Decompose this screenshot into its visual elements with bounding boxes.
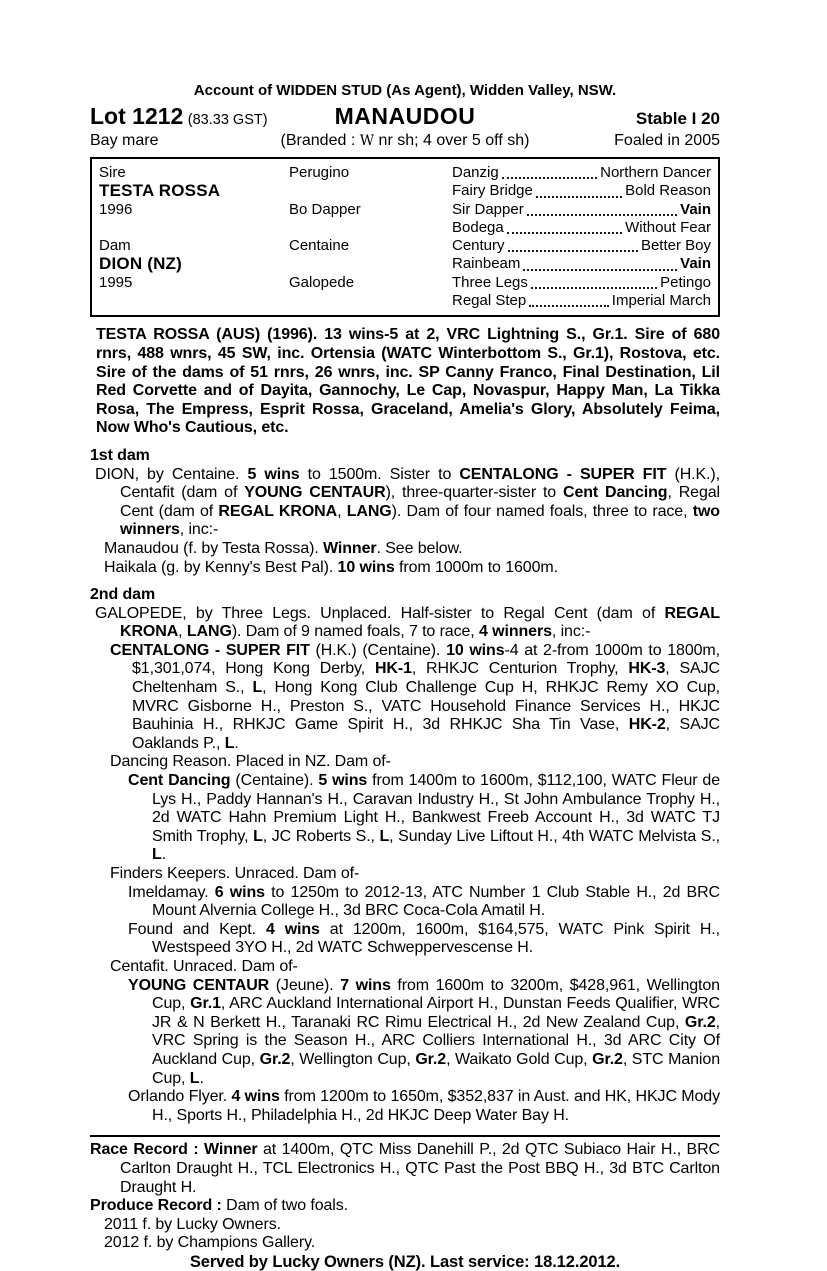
dam-paragraph-galopede: GALOPEDE, by Three Legs. Unplaced. Half-sister to Regal Cent (dam of REGAL KRONA, LANG). Dam of 9 named foals, 7 to race, 4 winners, inc:- (95, 604, 720, 641)
progeny-centafit: Centafit. Unraced. Dam of- (110, 957, 298, 975)
served-line: Served by Lucky Owners (NZ). Last service: 18.12.2012. (189, 1252, 621, 1271)
pedigree-ancestor-row: Danzig Northern Dancer (452, 164, 711, 181)
pedigree-ancestor-row: Regal Step Imperial March (452, 292, 711, 310)
progeny-finders-keepers: Finders Keepers. Unraced. Dam of- (110, 865, 360, 882)
lot-line (90, 103, 720, 130)
sire-year: 1996 (99, 200, 133, 218)
progeny-found-and-kept: Found and Kept. 4 wins at 1200m, 1600m, $164,575, WATC Pink Spirit H., Westspeed 3YO H., 2d WATC Schweppervescense H. (128, 920, 720, 957)
pedigree-ancestor-row: Sir Dapper Vain (452, 200, 711, 218)
dotted-leader (527, 214, 677, 216)
produce-record: Produce Record : Dam of two foals. (90, 1197, 349, 1215)
sire-summary: TESTA ROSSA (AUS) (1996). 13 wins-5 at 2, VRC Lightning S., Gr.1. Sire of 680 rnrs, 488 wnrs, 45 SW, inc. Ortensia (WATC Winterbottom S., Gr.1), Rostova, etc. Sire of the dams of 51 rnrs, 26 wnrs, inc. SP Canny Franco, Final Destination, Lil Red Corvette and of Dayita, Gannochy, Le Cap, Novaspur, Happy Man, La Tikka Rosa, The Empress, Esprit Rossa, Graceland, Amelia's Glory, Absolutely Feima, Now Who's Cautious, etc. (96, 326, 720, 437)
pedigree-ancestor-row: Bodega Without Fear (452, 218, 711, 236)
progeny-young-centaur: YOUNG CENTAUR (Jeune). 7 wins from 1600m to 3200m, $428,961, Wellington Cup, Gr.1, ARC Auckland International Airport H., Dunstan Feeds Qualifier, WRC JR & N Berkett H., Taranaki RC Rimu Electrical H., 2d New Zealand Cup, Gr.2, VRC Spring is the Season H., ARC Colliers International H., 3d ARC City Of Auckland Cup, Gr.2, Wellington Cup, Gr.2, Waikato Gold Cup, Gr.2, STC Manion Cup, L. (128, 976, 720, 1087)
pedigree-ancestor-row: Three Legs Petingo (452, 273, 711, 291)
footer-divider (90, 1135, 720, 1271)
sire-name: TESTA ROSSA (99, 181, 221, 201)
dotted-leader (531, 287, 657, 289)
progeny-centalong: CENTALONG - SUPER FIT (H.K.) (Centaine). 10 wins-4 at 2-from 1000m to 1800m, $1,301,074, Hong Kong Derby, HK-1, RHKJC Centurion Trophy, HK-3, SAJC Cheltenham S., L, Hong Kong Club Challenge Cup H, RHKJC Remy XO Cup, MVRC Gisborne H., Preston S., VATC Household Finance Services H., HKJC Bauhinia H., RHKJC Game Spirit H., 3d RHKJC Sha Tin Vase, HK-2, SAJC Oaklands P., L. (110, 641, 720, 752)
race-record: Race Record : Winner at 1400m, QTC Miss Danehill P., 2d QTC Subiaco Hair H., BRC Carlton Draught H., TCL Electronics H., QTC Past the Post BBQ H., 3d BTC Carlton Draught H. (90, 1141, 720, 1196)
grandsire-dam: Centaine (289, 237, 350, 255)
dam-paragraph-dion: DION, by Centaine. 5 wins to 1500m. Sister to CENTALONG - SUPER FIT (H.K.), Centafit (dam of YOUNG CENTAUR), three-quarter-sister to Cent Dancing, Regal Cent (dam of REGAL KRONA, LANG). Dam of four named foals, three to race, two winners, inc:- (95, 465, 721, 539)
pedigree-ancestor-row: Fairy Bridge Bold Reason (452, 182, 711, 200)
progeny-cent-dancing: Cent Dancing (Centaine). 5 wins from 1400m to 1600m, $112,100, WATC Fleur de Lys H., Paddy Hannan's H., Caravan Industry H., St John Ambulance Trophy H., 2d WATC Hahn Premium Light H., Bankwest Freeb Account H., 3d WATC TJ Smith Trophy, L, JC Roberts S., L, Sunday Live Liftout H., 4th WATC Melvista S., L. (128, 772, 721, 864)
stable-number: Stable I 20 (635, 109, 720, 128)
grandsire-sire: Perugino (289, 164, 350, 181)
dotted-leader (536, 196, 622, 198)
progeny-haikala: Haikala (g. by Kenny's Best Pal). 10 wins from 1000m to 1600m. (104, 558, 558, 576)
horse-name: MANAUDOU (334, 103, 476, 129)
dotted-leader (502, 177, 597, 179)
second-dam-heading: 2nd dam (90, 586, 156, 604)
foaled-year: Foaled in 2005 (614, 132, 720, 149)
description-line (90, 132, 720, 150)
account-line: Account of WIDDEN STUD (As Agent), Widden Valley, NSW. (193, 82, 617, 99)
progeny-imeldamay: Imeldamay. 6 wins to 1250m to 2012-13, ATC Number 1 Club Stable H., 2d BRC Mount Alvernia College H., 3d BRC Coca-Cola Amatil H. (128, 883, 721, 920)
pedigree-table (90, 157, 720, 317)
pedigree-ancestor-row: Rainbeam Vain (452, 255, 711, 273)
progeny-manaudou: Manaudou (f. by Testa Rossa). Winner. See below. (104, 539, 463, 557)
granddam-dam: Galopede (289, 273, 355, 291)
progeny-orlando-flyer: Orlando Flyer. 4 wins from 1200m to 1650m, $352,837 in Aust. and HK, HKJC Mody H., Sports H., Philadelphia H., 2d HKJC Deep Water Bay H. (128, 1088, 720, 1124)
dotted-leader (507, 232, 622, 234)
produce-foal-2011: 2011 f. by Lucky Owners. (104, 1215, 281, 1233)
dam-name: DION (NZ) (99, 254, 183, 274)
horse-description: Bay mare (90, 132, 159, 149)
lot-number: Lot 1212 (90, 103, 184, 129)
sire-label: Sire (99, 164, 126, 181)
dam-year: 1995 (99, 273, 133, 291)
dam-label: Dam (99, 237, 131, 255)
dotted-leader (529, 305, 609, 307)
granddam-sire: Bo Dapper (289, 200, 361, 218)
dotted-leader (508, 250, 638, 252)
gst-note: (83.33 GST) (187, 112, 268, 128)
produce-foal-2012: 2012 f. by Champions Gallery. (104, 1234, 316, 1252)
pedigree-ancestor-row: Century Better Boy (452, 237, 711, 255)
brand-text: (Branded : W nr sh; 4 over 5 off sh) (280, 132, 530, 149)
dotted-leader (523, 269, 677, 271)
progeny-dancing-reason: Dancing Reason. Placed in NZ. Dam of- (110, 753, 391, 771)
first-dam-heading: 1st dam (90, 446, 150, 464)
brand-symbol: W (359, 133, 375, 149)
